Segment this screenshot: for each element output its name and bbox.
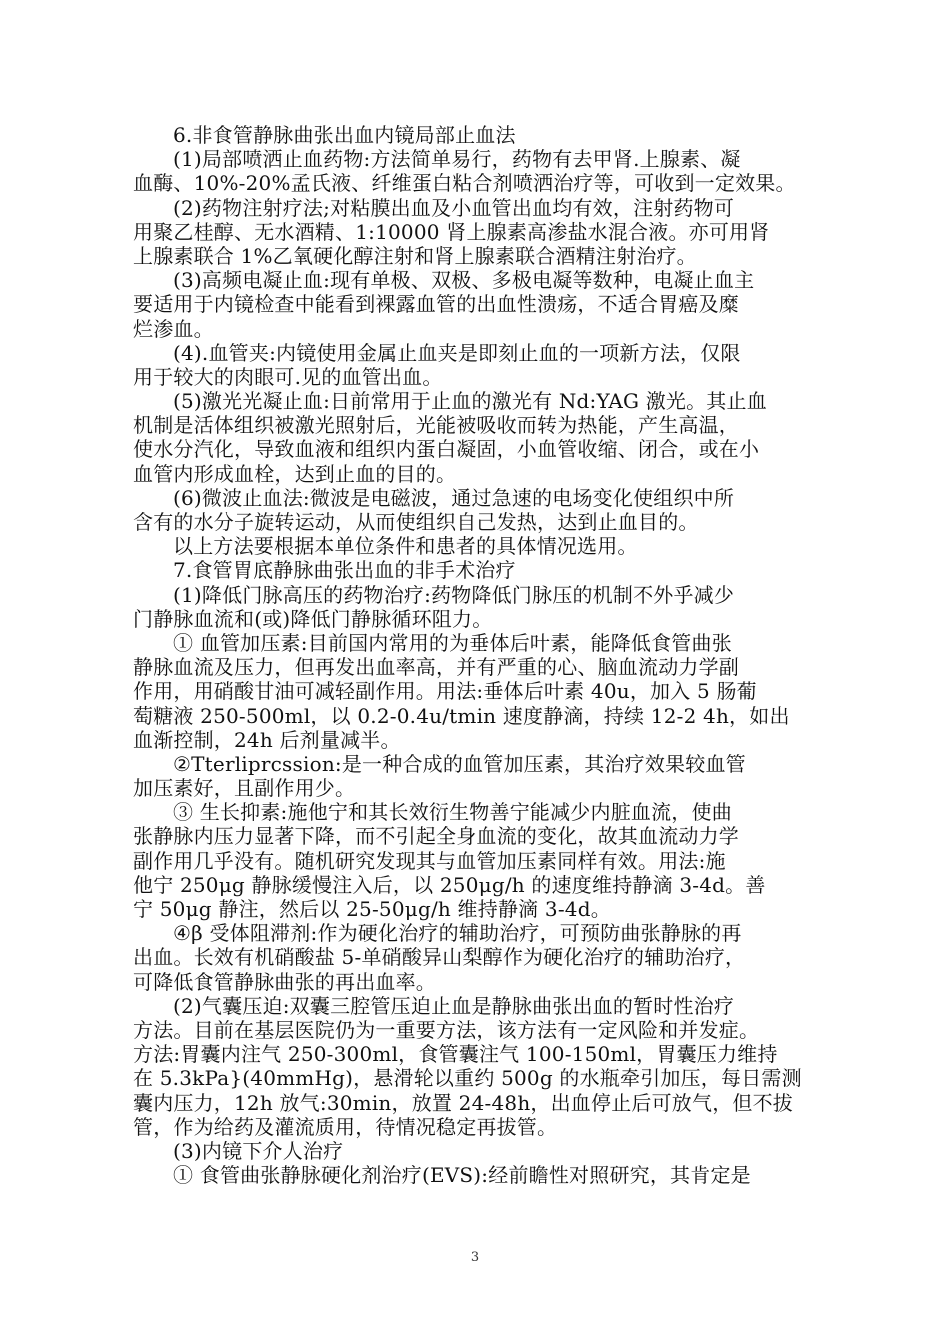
- text-line: 方法。目前在基层医院仍为一重要方法，该方法有一定风险和并发症。: [133, 1017, 760, 1042]
- text-line: 含有的水分子旋转运动，从而使组织自己发热，达到止血目的。: [133, 510, 699, 534]
- text-line: 加压素好，且副作用少。: [133, 776, 356, 801]
- text-line: 7.食管胃底静脉曲张出血的非手术治疗: [173, 558, 516, 583]
- text-line: 可降低食管静脉曲张的再出血率。: [133, 969, 436, 994]
- text-line: 用聚乙桂醇、无水酒精、1:10000 肾上腺素高渗盐水混合液。亦可用肾: [133, 219, 770, 244]
- text-line: (2)药物注射疗法;对粘膜出血及小血管出血均有效，注射药物可: [173, 195, 735, 220]
- text-line: 上腺素联合 1%乙氧硬化醇注射和肾上腺素联合酒精注射治疗。: [133, 243, 697, 268]
- text-line: 出血。长效有机硝酸盐 5-单硝酸异山梨醇作为硬化治疗的辅助治疗，: [133, 945, 746, 970]
- text-line: (4).血管夹:内镜使用金属止血夹是即刻止血的一项新方法，仅限: [173, 340, 741, 365]
- body-text: [133, 123, 823, 1187]
- text-line: ④β 受体阻滞剂:作为硬化治疗的辅助治疗，可预防曲张静脉的再: [173, 921, 742, 946]
- text-line: 使水分汽化，导致血液和组织内蛋白凝固，小血管收缩、闭合，或在小: [133, 437, 760, 462]
- text-line: (1)降低门脉高压的药物治疗:药物降低门脉压的机制不外乎减少: [173, 582, 735, 607]
- text-line: ②Tterliprcssion:是一种合成的血管加压素，其治疗效果较血管: [173, 751, 746, 776]
- text-line: 宁 50μg 静注，然后以 25-50μg/h 维持静滴 3-4d。: [133, 897, 611, 921]
- text-line: 副作用几乎没有。随机研究发现其与血管加压素同样有效。用法:施: [133, 848, 726, 873]
- text-line: (3)高频电凝止血:现有单极、双极、多极电凝等数种，电凝止血主: [173, 268, 755, 293]
- text-line: 血渐控制，24h 后剂量减半。: [133, 727, 401, 752]
- text-line: 以上方法要根据本单位条件和患者的具体情况选用。: [173, 534, 638, 559]
- text-line: 血管内形成血栓，达到止血的目的。: [133, 461, 457, 486]
- text-line: (1)局部喷洒止血药物:方法简单易行，药物有去甲肾.上腺素、凝: [173, 147, 741, 172]
- page-number: 3: [470, 1250, 480, 1265]
- text-line: (3)内镜下介人治疗: [173, 1138, 344, 1163]
- text-line: ① 食管曲张静脉硬化剂治疗(EVS):经前瞻性对照研究，其肯定是: [173, 1163, 751, 1188]
- text-line: ① 血管加压素:目前国内常用的为垂体后叶素，能降低食管曲张: [173, 630, 732, 655]
- text-line: 在 5.3kPa}(40mmHg)，悬滑轮以重约 500g 的水瓶牵引加压，每日需测: [133, 1066, 802, 1091]
- text-line: (6)微波止血法:微波是电磁波，通过急速的电场变化使组织中所: [173, 485, 735, 510]
- text-line: 门静脉血流和(或)降低门静脉循环阻力。: [133, 606, 493, 631]
- text-line: 6.非食管静脉曲张出血内镜局部止血法: [173, 123, 516, 147]
- text-line: 他宁 250μg 静脉缓慢注入后，以 250μg/h 的速度维持静滴 3-4d。善: [133, 872, 766, 897]
- text-line: 静脉血流及压力，但再发出血率高，并有严重的心、脑血流动力学副: [133, 655, 739, 680]
- text-line: 萄糖液 250-500ml，以 0.2-0.4u/tmin 速度静滴，持续 12-2 4h，如出: [133, 703, 790, 728]
- text-line: 用于较大的肉眼可.见的血管出血。: [133, 364, 443, 389]
- text-line: 要适用于内镜检查中能看到裸露血管的出血性溃疡，不适合胃癌及糜: [133, 292, 739, 317]
- text-line: (5)激光光凝止血:日前常用于止血的激光有 Nd:YAG 激光。其止血: [173, 389, 767, 414]
- text-line: 作用，用硝酸甘油可减轻副作用。用法:垂体后叶素 40u，加入 5 肠葡: [133, 679, 757, 704]
- text-line: 方法:胃囊内注气 250-300ml，食管囊注气 100-150ml，胃囊压力维持: [133, 1042, 778, 1067]
- text-line: 血酶、10%-20%孟氏液、纤维蛋白粘合剂喷洒治疗等，可收到一定效果。: [133, 171, 796, 196]
- text-line: ③ 生长抑素:施他宁和其长效衍生物善宁能减少内脏血流，使曲: [173, 800, 732, 825]
- text-line: 烂渗血。: [133, 316, 214, 341]
- text-line: (2)气囊压迫:双囊三腔管压迫止血是静脉曲张出血的暂时性治疗: [173, 993, 735, 1018]
- text-line: 机制是活体组织被激光照射后，光能被吸收而转为热能，产生高温，: [133, 413, 739, 438]
- text-line: 管，作为给药及灌流质用，待情况稳定再拔管。: [133, 1114, 558, 1139]
- text-line: 张静脉内压力显著下降，而不引起全身血流的变化，故其血流动力学: [133, 824, 739, 849]
- text-line: 囊内压力，12h 放气:30min，放置 24-48h，出血停止后可放气，但不拔: [133, 1090, 794, 1115]
